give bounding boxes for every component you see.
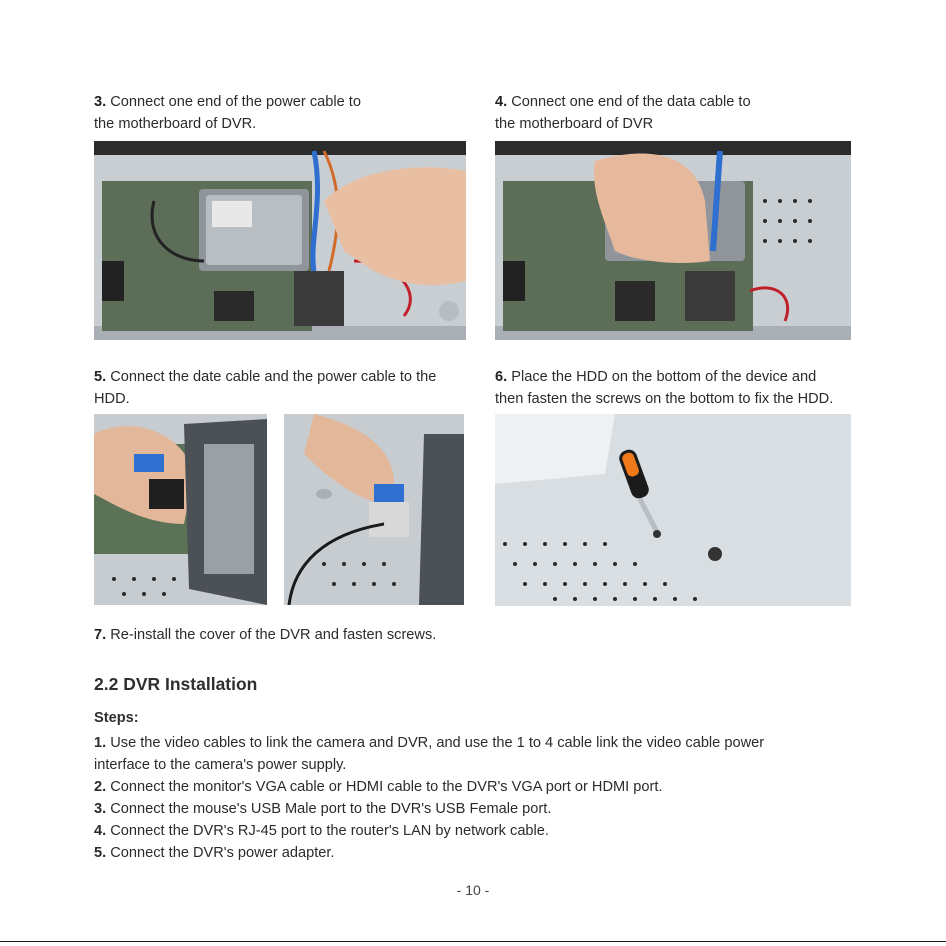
step-number: 2. xyxy=(94,779,107,795)
photo-hdd-cable-left xyxy=(94,414,267,605)
step-text: Connect the monitor's VGA cable or HDMI cable to the DVR's VGA port or HDMI port. xyxy=(110,779,663,795)
install-step-1 xyxy=(94,732,854,776)
caption-text: Connect the date cable and the power cable to the xyxy=(110,369,437,385)
caption-step-7 xyxy=(94,624,436,646)
caption-text: Connect one end of the power cable to xyxy=(110,94,361,110)
caption-number: 5. xyxy=(94,369,107,385)
caption-text: then fasten the screws on the bottom to fix the HDD. xyxy=(495,391,834,407)
step-text: Connect the DVR's RJ-45 port to the router's LAN by network cable. xyxy=(110,823,549,839)
steps-label: Steps: xyxy=(94,710,139,726)
caption-step-6 xyxy=(495,366,833,410)
caption-step-4 xyxy=(495,91,751,135)
footer-rule xyxy=(0,941,946,942)
caption-number: 6. xyxy=(495,369,508,385)
step-text: interface to the camera's power supply. xyxy=(94,757,347,773)
caption-step-5 xyxy=(94,366,436,410)
caption-text: Connect one end of the data cable to xyxy=(511,94,751,110)
install-step-5 xyxy=(94,842,854,864)
photo-hdd-cable-right xyxy=(284,414,464,605)
page-number: - 10 - xyxy=(456,882,490,898)
install-step-2 xyxy=(94,776,854,798)
step-text: Connect the DVR's power adapter. xyxy=(110,845,335,861)
caption-number: 7. xyxy=(94,627,107,643)
step-number: 3. xyxy=(94,801,107,817)
step-number: 5. xyxy=(94,845,107,861)
caption-text: Place the HDD on the bottom of the device and xyxy=(511,369,817,385)
caption-text: HDD. xyxy=(94,391,130,407)
caption-step-3 xyxy=(94,91,361,135)
install-step-3 xyxy=(94,798,854,820)
step-number: 4. xyxy=(94,823,107,839)
photo-screwdriver xyxy=(495,414,851,606)
caption-text: Re-install the cover of the DVR and fasten screws. xyxy=(110,627,437,643)
section-title: 2.2 DVR Installation xyxy=(94,674,258,694)
step-text: Connect the mouse's USB Male port to the DVR's USB Female port. xyxy=(110,801,552,817)
photo-power-cable-motherboard xyxy=(94,141,466,340)
caption-text: the motherboard of DVR xyxy=(495,116,654,132)
step-text: Use the video cables to link the camera and DVR, and use the 1 to 4 cable link the video cable power xyxy=(110,735,765,751)
step-number: 1. xyxy=(94,735,107,751)
caption-text: the motherboard of DVR. xyxy=(94,116,257,132)
install-step-4 xyxy=(94,820,854,842)
photo-data-cable-motherboard xyxy=(495,141,851,340)
caption-number: 3. xyxy=(94,94,107,110)
caption-number: 4. xyxy=(495,94,508,110)
